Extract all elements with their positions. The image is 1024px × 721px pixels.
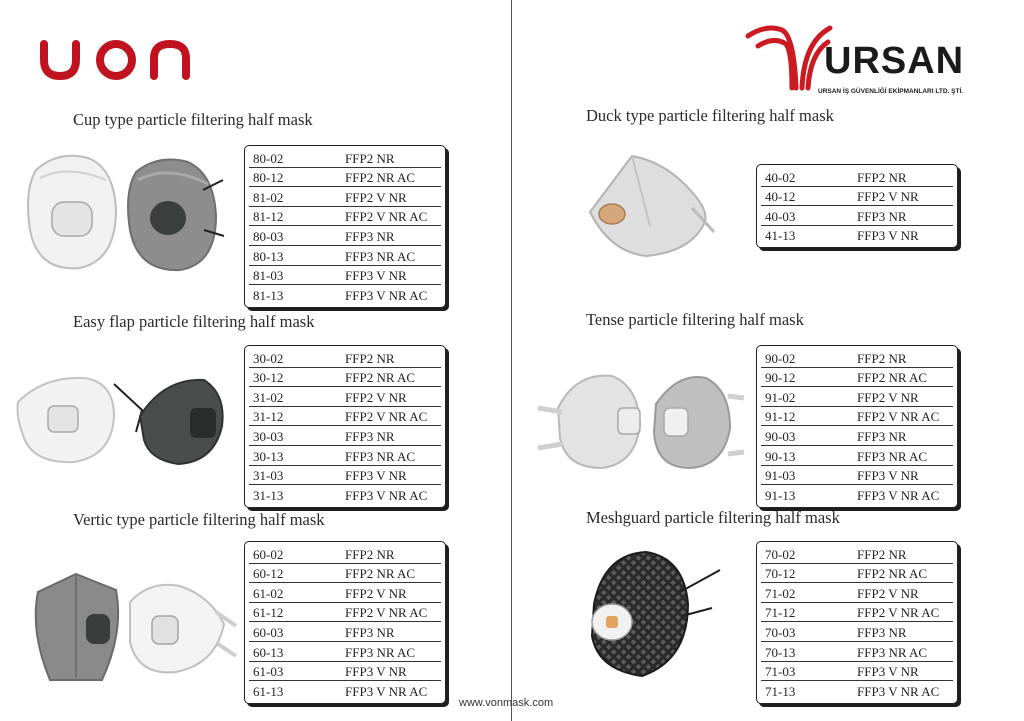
table-row: 80-03 FFP3 NR (249, 226, 441, 246)
spec-table-easy-flap (244, 345, 446, 508)
von-logo (38, 36, 198, 82)
section-title-meshguard: Meshguard particle filtering half mask (586, 508, 840, 527)
ursan-wordmark: URSAN (824, 40, 965, 82)
table-row: 71-13 FFP3 V NR AC (765, 683, 940, 699)
table-row: 60-02 FFP2 NR (249, 544, 441, 564)
table-row: 71-03 FFP3 V NR (761, 662, 953, 682)
table-row: 90-12 FFP2 NR AC (761, 368, 953, 388)
table-row: 40-03 FFP3 NR (761, 206, 953, 226)
table-row: 61-13 FFP3 V NR AC (253, 683, 428, 699)
section-title-vertic: Vertic type particle filtering half mask (73, 510, 325, 529)
page-divider (511, 0, 512, 721)
section-title-easy-flap: Easy flap particle filtering half mask (73, 312, 315, 331)
table-row: 71-02 FFP2 V NR (761, 583, 953, 603)
ursan-emblem-icon (744, 18, 834, 94)
table-row: 70-03 FFP3 NR (761, 622, 953, 642)
duck-mask-photo (586, 152, 718, 269)
table-row: 71-12 FFP2 V NR AC (761, 603, 953, 623)
table-row: 81-02 FFP2 V NR (249, 187, 441, 207)
table-row: 40-02 FFP2 NR (761, 167, 953, 187)
footer-url: www.vonmask.com (459, 697, 554, 709)
spec-table-tense (756, 345, 958, 508)
table-row: 30-03 FFP3 NR (249, 426, 441, 446)
table-row: 81-13 FFP3 V NR AC (253, 287, 428, 303)
spec-table-vertic (244, 541, 446, 704)
spec-table-duck (756, 164, 958, 248)
section-title-tense: Tense particle filtering half mask (586, 310, 804, 329)
table-row: 40-12 FFP2 V NR (761, 187, 953, 207)
table-row: 90-02 FFP2 NR (761, 348, 953, 368)
table-row: 61-03 FFP3 V NR (249, 662, 441, 682)
table-row: 61-02 FFP2 V NR (249, 583, 441, 603)
section-title-duck: Duck type particle filtering half mask (586, 106, 834, 125)
vertic-mask-photo (30, 572, 240, 689)
tense-mask-photo (536, 368, 746, 481)
easy-flap-mask-photo (14, 370, 229, 475)
table-row: 70-13 FFP3 NR AC (761, 642, 953, 662)
table-row: 90-03 FFP3 NR (761, 426, 953, 446)
ursan-logo (744, 18, 976, 102)
table-row: 31-12 FFP2 V NR AC (249, 407, 441, 427)
table-row: 60-03 FFP3 NR (249, 622, 441, 642)
table-row: 80-02 FFP2 NR (249, 148, 441, 168)
meshguard-mask-photo (584, 548, 724, 685)
table-row: 91-02 FFP2 V NR (761, 387, 953, 407)
table-row: 30-13 FFP3 NR AC (249, 446, 441, 466)
table-row: 70-12 FFP2 NR AC (761, 564, 953, 584)
table-row: 61-12 FFP2 V NR AC (249, 603, 441, 623)
table-row: 31-13 FFP3 V NR AC (253, 487, 428, 503)
table-row: 91-13 FFP3 V NR AC (765, 487, 940, 503)
table-row: 41-13 FFP3 V NR (765, 228, 919, 244)
table-row: 60-13 FFP3 NR AC (249, 642, 441, 662)
table-row: 81-03 FFP3 V NR (249, 266, 441, 286)
table-row: 31-03 FFP3 V NR (249, 466, 441, 486)
cup-mask-photo (18, 150, 228, 280)
table-row: 80-12 FFP2 NR AC (249, 168, 441, 188)
table-row: 31-02 FFP2 V NR (249, 387, 441, 407)
section-title-cup: Cup type particle filtering half mask (73, 110, 313, 129)
table-row: 81-12 FFP2 V NR AC (249, 207, 441, 227)
table-row: 91-03 FFP3 V NR (761, 466, 953, 486)
table-row: 30-12 FFP2 NR AC (249, 368, 441, 388)
table-row: 91-12 FFP2 V NR AC (761, 407, 953, 427)
spec-table-cup (244, 145, 446, 308)
table-row: 80-13 FFP3 NR AC (249, 246, 441, 266)
spec-table-meshguard (756, 541, 958, 704)
table-row: 60-12 FFP2 NR AC (249, 564, 441, 584)
table-row: 70-02 FFP2 NR (761, 544, 953, 564)
ursan-company-name: URSAN İŞ GÜVENLİĞİ EKİPMANLARI LTD. ŞTİ. (818, 88, 964, 95)
table-row: 30-02 FFP2 NR (249, 348, 441, 368)
table-row: 90-13 FFP3 NR AC (761, 446, 953, 466)
